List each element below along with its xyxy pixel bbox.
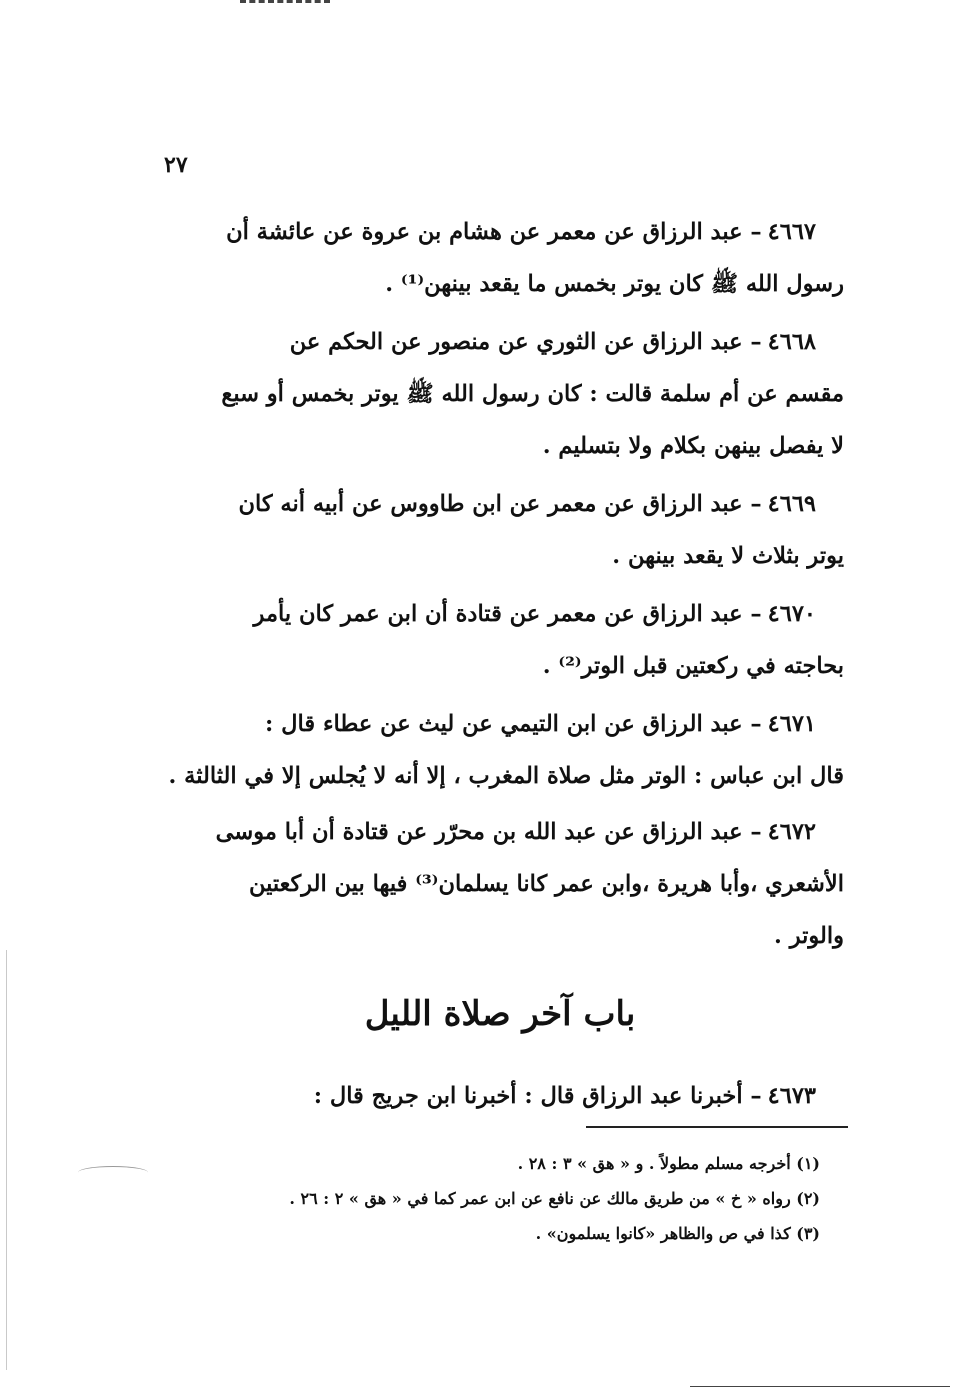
hadith-text: – عبد الرزاق عن معمر عن هشام بن عروة عن عائشة أن	[226, 219, 762, 245]
hadith-text: – عبد الرزاق عن معمر عن ابن طاووس عن أبيه أنه كان	[238, 491, 762, 517]
hadith-line: رسول الله ﷺ كان يوتر بخمس ما يقعد بينهن⁽¹⁾ .	[385, 271, 844, 297]
hadith-4670	[160, 588, 844, 692]
scan-mark	[78, 1166, 148, 1179]
hadith-line: قال ابن عباس : الوتر مثل صلاة المغرب ، إلا أنه لا يُجلس إلا في الثالثة .	[168, 763, 844, 789]
hadith-4668	[160, 316, 844, 472]
hadith-number: ٤٦٦٧	[767, 219, 816, 245]
hadith-number: ٤٦٧٢	[767, 819, 816, 845]
scan-edge-left	[6, 950, 7, 1370]
hadith-4669	[160, 478, 844, 582]
hadith-text: – عبد الرزاق عن عبد الله بن محرّر عن قتادة أن أبا موسى	[215, 819, 762, 845]
hadith-number: ٤٦٧١	[767, 711, 816, 737]
footnote-1: (١) أخرجه مسلم مطولاً . و « هق » ٣ : ٢٨ .	[517, 1154, 820, 1173]
hadith-text: – عبد الرزاق عن ابن التيمي عن ليث عن عطاء قال :	[265, 711, 762, 737]
hadith-text: – أخبرنا عبد الرزاق قال : أخبرنا ابن جريج قال :	[313, 1083, 762, 1109]
hadith-line: والوتر .	[774, 923, 844, 949]
hadith-number: ٤٦٧٠	[767, 601, 816, 627]
hadith-text: – عبد الرزاق عن الثوري عن منصور عن الحكم عن	[289, 329, 762, 355]
hadith-line: بحاجته في ركعتين قبل الوتر⁽²⁾ .	[542, 653, 844, 679]
hadith-line	[160, 478, 844, 530]
hadith-line	[160, 806, 844, 858]
hadith-4672	[160, 806, 844, 962]
hadith-4667	[160, 206, 844, 310]
hadith-line	[160, 698, 844, 750]
footnotes	[190, 1146, 820, 1251]
hadith-number: ٤٦٧٣	[767, 1083, 816, 1109]
hadith-line: مقسم عن أم سلمة قالت : كان رسول الله ﷺ يوتر بخمس أو سبع	[221, 381, 844, 407]
scan-edge-bottom	[690, 1386, 950, 1387]
hadith-number: ٤٦٦٨	[767, 329, 816, 355]
hadith-line	[160, 316, 844, 368]
footnote-divider	[586, 1126, 848, 1128]
hadith-line: الأشعري ،وأبا هريرة ،وابن عمر كانا يسلمان⁽³⁾ فيها بين الركعتين	[248, 871, 844, 897]
scan-edge-top	[240, 0, 330, 3]
hadith-text: – عبد الرزاق عن معمر عن قتادة أن ابن عمر كان يأمر	[253, 601, 762, 627]
hadith-line: يوتر بثلاث لا يقعد بينهن .	[612, 543, 844, 569]
hadith-line	[160, 588, 844, 640]
hadith-line: لا يفصل بينهن بكلام ولا بتسليم .	[542, 433, 844, 459]
hadith-4671	[160, 698, 844, 802]
footnote-3: (٣) كذا في ص والظاهر «كانوا يسلمون» .	[535, 1224, 820, 1243]
page-number: ٢٧	[164, 152, 188, 178]
hadith-line	[160, 1070, 844, 1122]
footnote-2: (٢) رواه « خ » من طريق مالك عن نافع عن ابن عمر كما في « هق » ٢ : ٢٦ .	[289, 1189, 820, 1208]
hadith-number: ٤٦٦٩	[767, 491, 816, 517]
chapter-heading: باب آخر صلاة الليل	[364, 994, 636, 1034]
hadith-line	[160, 206, 844, 258]
hadith-4673	[160, 1070, 844, 1122]
